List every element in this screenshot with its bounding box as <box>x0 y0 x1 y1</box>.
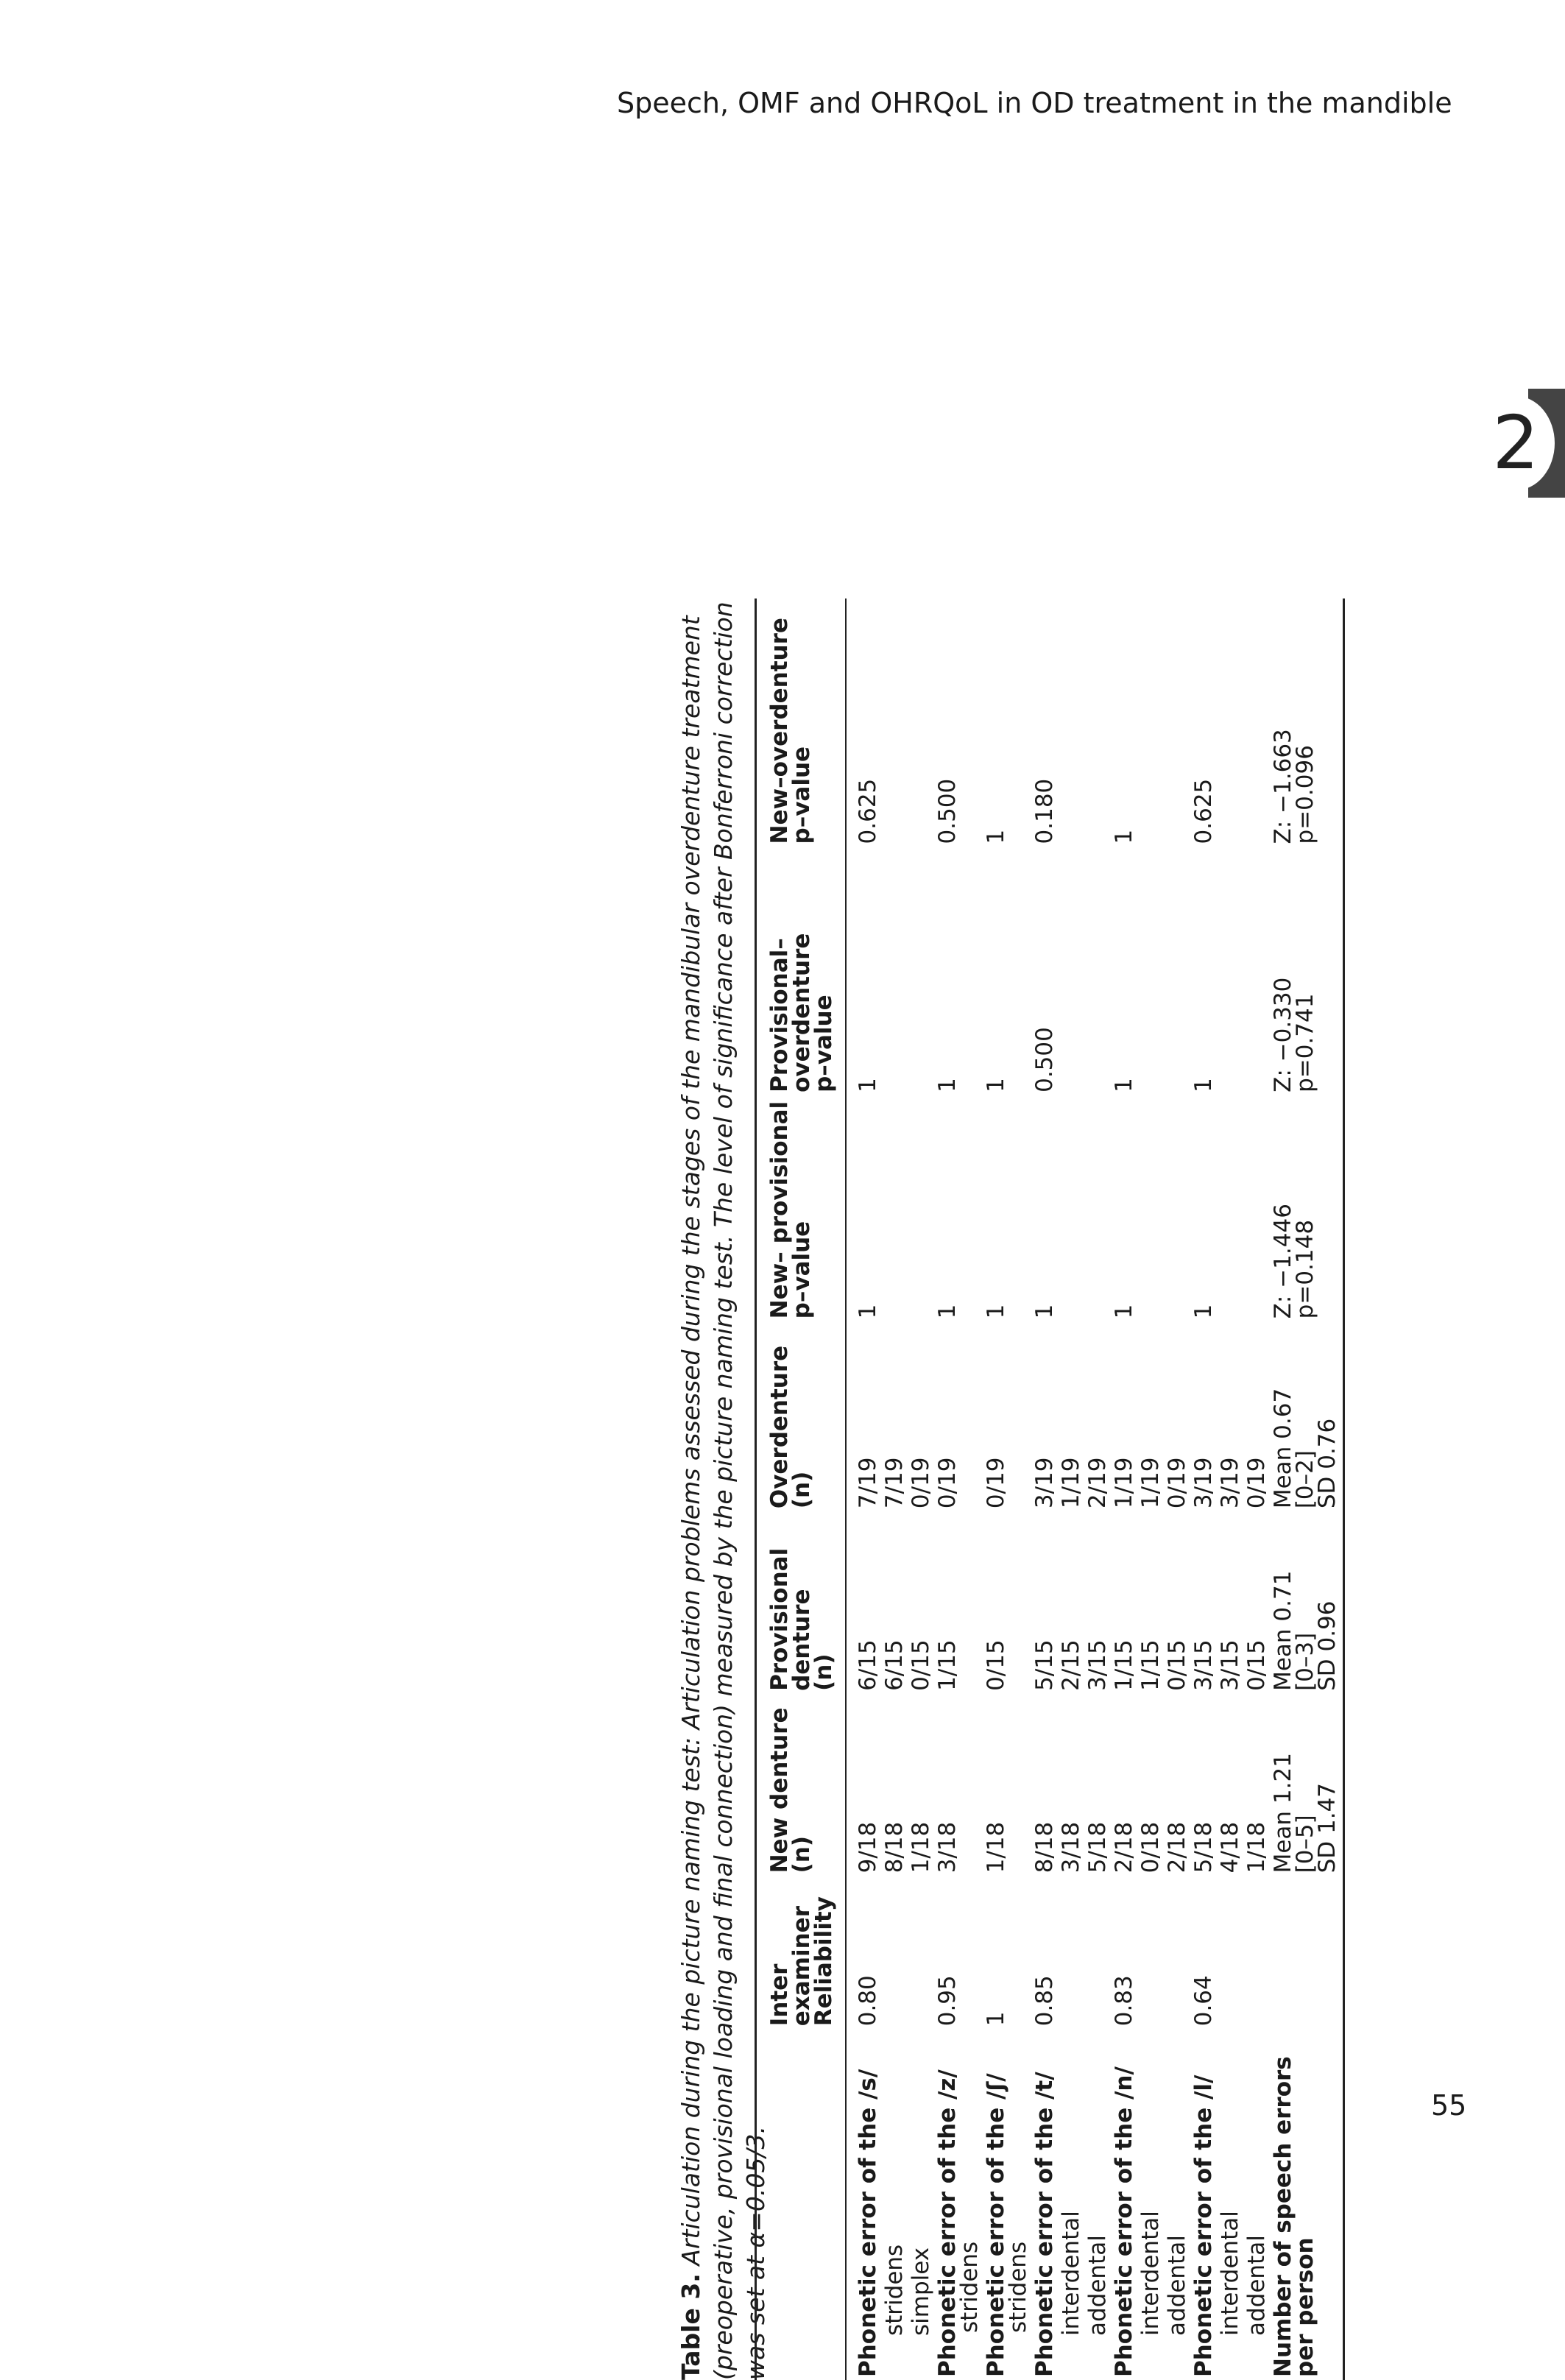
table-cell: 7/19 <box>855 1457 881 1509</box>
table-cell: 0/15 <box>1243 1639 1270 1691</box>
row-label-cell <box>1031 2029 1058 2380</box>
table-cell: 2/18 <box>1111 1821 1137 1874</box>
table-cell: 1 <box>934 1078 961 1092</box>
table-cell <box>1084 1095 1111 1321</box>
results-table <box>755 598 1345 2380</box>
table-cell <box>1243 1095 1270 1321</box>
table-cell: 8/18 <box>1031 1821 1058 1874</box>
table-row <box>1031 598 1058 2380</box>
row-label: Phonetic error of the /ʃ/ <box>983 2073 1009 2377</box>
table-cell: 3/19 <box>1217 1457 1243 1509</box>
table-cell: Z: −0.330 p=0.741 <box>1270 847 1344 1095</box>
row-label: addental <box>1243 2235 1270 2336</box>
table-row <box>1111 598 1137 2380</box>
table-cell: 7/19 <box>881 1457 908 1509</box>
rotated-table-block <box>675 598 1522 2380</box>
table-row <box>908 598 934 2380</box>
table-cell: 5/18 <box>1190 1821 1217 1874</box>
table-cell <box>1058 1876 1084 2029</box>
table-cell <box>1137 1876 1164 2029</box>
table-cell: Mean 0.67 [0–2] SD 0.76 <box>1270 1321 1344 1511</box>
table-cell: 5/18 <box>1084 1821 1111 1874</box>
table-cell: 2/15 <box>1058 1639 1084 1691</box>
table-cell: 1/19 <box>1111 1457 1137 1509</box>
table-cell: 1 <box>1190 1078 1217 1092</box>
table-cell <box>1137 847 1164 1095</box>
column-header: New–overdenture p–value <box>756 598 847 847</box>
table-cell: 1/15 <box>1137 1639 1164 1691</box>
table-cell: 1 <box>1111 1304 1137 1319</box>
table-row <box>1058 598 1084 2380</box>
row-label-cell <box>1217 2029 1243 2380</box>
column-header: New– provisional p–value <box>756 1095 847 1321</box>
row-label-cell <box>1111 2029 1137 2380</box>
row-label: interdental <box>1137 2211 1164 2336</box>
table-cell: 1 <box>1190 1304 1217 1319</box>
table-cell <box>908 598 934 847</box>
table-cell: 1/15 <box>934 1639 961 1691</box>
table-cell: 1/18 <box>908 1821 934 1874</box>
table-cell: 3/15 <box>1217 1639 1243 1691</box>
caption-text: Articulation during the picture naming test: Articulation problems assessed during the stages of the mandibular overdenture treatment (preoperative, provisional loading and final connection) measured by the picture naming test. The level of significance after Bonferroni correction was set at α=0.05/3. <box>676 601 770 2380</box>
table-cell: 1 <box>983 2011 1009 2027</box>
table-cell: 9/18 <box>855 1821 881 1874</box>
table-cell: 0/19 <box>1164 1457 1190 1509</box>
row-label-cell <box>934 2029 983 2380</box>
table-cell <box>908 1876 934 2029</box>
table-cell <box>1270 1876 1344 2029</box>
table-cell: 1/15 <box>1111 1639 1137 1691</box>
row-label: Phonetic error of the /l/ <box>1190 2074 1217 2377</box>
table-cell <box>1164 847 1190 1095</box>
table-cell: Mean 0.71 [0–3] SD 0.96 <box>1270 1511 1344 1694</box>
table-cell: 8/18 <box>881 1821 908 1874</box>
table-cell: 1 <box>1031 1304 1058 1319</box>
table-cell <box>908 847 934 1095</box>
row-label-cell <box>908 2029 934 2380</box>
table-cell: 0/15 <box>1164 1639 1190 1691</box>
table-cell <box>1217 598 1243 847</box>
running-header: Speech, OMF and OHRQoL in OD treatment in the mandible <box>617 87 1452 119</box>
caption-label: Table 3. <box>676 2273 705 2380</box>
table-cell: 1/19 <box>1137 1457 1164 1509</box>
column-header: Inter examiner Reliability <box>756 1876 847 2029</box>
table-row <box>983 598 1031 2380</box>
table-cell <box>1217 847 1243 1095</box>
table-row <box>934 598 983 2380</box>
table-cell: Z: −1.446 p=0.148 <box>1270 1095 1344 1321</box>
row-label: Phonetic error of the /z/ <box>934 2069 961 2377</box>
table-cell: 1 <box>983 1078 1009 1092</box>
table-cell: 1/19 <box>1058 1457 1084 1509</box>
row-label-cell <box>1084 2029 1111 2380</box>
table-cell: 0.625 <box>855 778 881 844</box>
table-cell <box>1164 1876 1190 2029</box>
table-cell: 0/19 <box>1243 1457 1270 1509</box>
page-number: 55 <box>1431 2089 1467 2122</box>
table-cell: 1/18 <box>983 1821 1009 1874</box>
table-cell: 1 <box>855 1078 881 1092</box>
row-label: interdental <box>1058 2211 1084 2336</box>
table-cell: 0/19 <box>908 1457 934 1509</box>
table-cell: 0.85 <box>1031 1975 1058 2027</box>
table-cell: 0.500 <box>1031 1027 1058 1092</box>
row-label-cell <box>1270 2029 1344 2380</box>
row-label-cell <box>1190 2029 1217 2380</box>
table-cell: 0.95 <box>934 1975 961 2027</box>
table-cell: 1 <box>983 829 1009 844</box>
row-sublabel: stridens <box>956 2241 983 2333</box>
table-row <box>881 598 908 2380</box>
row-label: Number of speech errors per person <box>1270 2056 1318 2377</box>
table-cell <box>1058 1095 1084 1321</box>
row-label: interdental <box>1217 2211 1243 2336</box>
table-row <box>1243 598 1270 2380</box>
table-row <box>1137 598 1164 2380</box>
table-cell <box>881 598 908 847</box>
table-cell: 1 <box>855 1304 881 1319</box>
table-row <box>1084 598 1111 2380</box>
table-cell: 0.180 <box>1031 778 1058 844</box>
table-cell <box>881 1876 908 2029</box>
table-cell: 0.80 <box>855 1975 881 2027</box>
row-label-cell <box>983 2029 1031 2380</box>
row-label: Phonetic error of the /n/ <box>1111 2066 1137 2377</box>
row-label-cell <box>1058 2029 1084 2380</box>
table-cell <box>1217 1876 1243 2029</box>
table-cell: 2/18 <box>1164 1821 1190 1874</box>
table-body <box>846 598 1344 2380</box>
table-cell <box>1058 847 1084 1095</box>
column-header: Provisional– overdenture p–value <box>756 847 847 1095</box>
table-cell: 6/15 <box>881 1639 908 1691</box>
row-label: simplex <box>908 2247 934 2336</box>
row-label: Phonetic error of the /s/ <box>855 2069 881 2377</box>
table-cell: 0.83 <box>1111 1975 1137 2027</box>
table-cell <box>1217 1095 1243 1321</box>
table-cell: 2/19 <box>1084 1457 1111 1509</box>
table-cell: 1 <box>934 1304 961 1319</box>
row-label-cell <box>1137 2029 1164 2380</box>
table-cell: 3/15 <box>1190 1639 1217 1691</box>
row-sublabel: stridens <box>1005 2241 1031 2333</box>
table-cell: 3/18 <box>1058 1821 1084 1874</box>
chapter-number: 2 <box>1492 400 1539 486</box>
column-header: Provisional denture (n) <box>756 1511 847 1694</box>
column-header: New denture (n) <box>756 1694 847 1876</box>
table-cell: 0/15 <box>908 1639 934 1691</box>
table-row <box>1190 598 1217 2380</box>
table-row <box>1164 598 1190 2380</box>
row-label: Phonetic error of the /t/ <box>1031 2072 1058 2377</box>
table-cell <box>1137 1095 1164 1321</box>
row-label-cell <box>881 2029 908 2380</box>
table-cell: 3/19 <box>1031 1457 1058 1509</box>
table-cell: 1 <box>983 1304 1009 1319</box>
table-cell: 1 <box>1111 829 1137 844</box>
table-cell <box>1084 1876 1111 2029</box>
row-label: addental <box>1164 2235 1190 2336</box>
row-label-cell <box>1243 2029 1270 2380</box>
table-cell: 3/18 <box>934 1821 961 1874</box>
table-cell: 0/15 <box>983 1639 1009 1691</box>
table-cell: 5/15 <box>1031 1639 1058 1691</box>
table-row <box>1217 598 1243 2380</box>
table-cell: 0.64 <box>1190 1975 1217 2027</box>
table-cell: 3/19 <box>1190 1457 1217 1509</box>
table-cell: Z: −1.663 p=0.096 <box>1270 598 1344 847</box>
table-cell <box>1243 847 1270 1095</box>
table-cell: 0.625 <box>1190 778 1217 844</box>
table-cell <box>881 1095 908 1321</box>
table-cell: 3/15 <box>1084 1639 1111 1691</box>
table-cell: 1 <box>1111 1078 1137 1092</box>
table-row <box>846 598 881 2380</box>
table-cell <box>1058 598 1084 847</box>
table-header-row <box>756 598 847 2380</box>
table-cell: 0.500 <box>934 778 961 844</box>
table-cell <box>1164 1095 1190 1321</box>
row-label-cell <box>846 2029 881 2380</box>
table-cell <box>1084 847 1111 1095</box>
row-label: addental <box>1084 2235 1111 2336</box>
table-cell <box>1084 598 1111 847</box>
table-cell: 1/18 <box>1243 1821 1270 1874</box>
table-cell <box>908 1095 934 1321</box>
table-cell: 0/18 <box>1137 1821 1164 1874</box>
table-cell: 0/19 <box>983 1457 1009 1509</box>
table-cell: 0/19 <box>934 1457 961 1509</box>
table-cell <box>1243 1876 1270 2029</box>
row-label-cell <box>1164 2029 1190 2380</box>
table-cell: 6/15 <box>855 1639 881 1691</box>
table-cell: Mean 1.21 [0–5] SD 1.47 <box>1270 1694 1344 1876</box>
table-cell <box>1164 598 1190 847</box>
column-header <box>756 2029 847 2380</box>
row-label: stridens <box>881 2244 908 2336</box>
table-cell <box>1243 598 1270 847</box>
table-row <box>1270 598 1344 2380</box>
table-cell: 4/18 <box>1217 1821 1243 1874</box>
table-cell <box>881 847 908 1095</box>
column-header: Overdenture (n) <box>756 1321 847 1511</box>
table-cell <box>1137 598 1164 847</box>
